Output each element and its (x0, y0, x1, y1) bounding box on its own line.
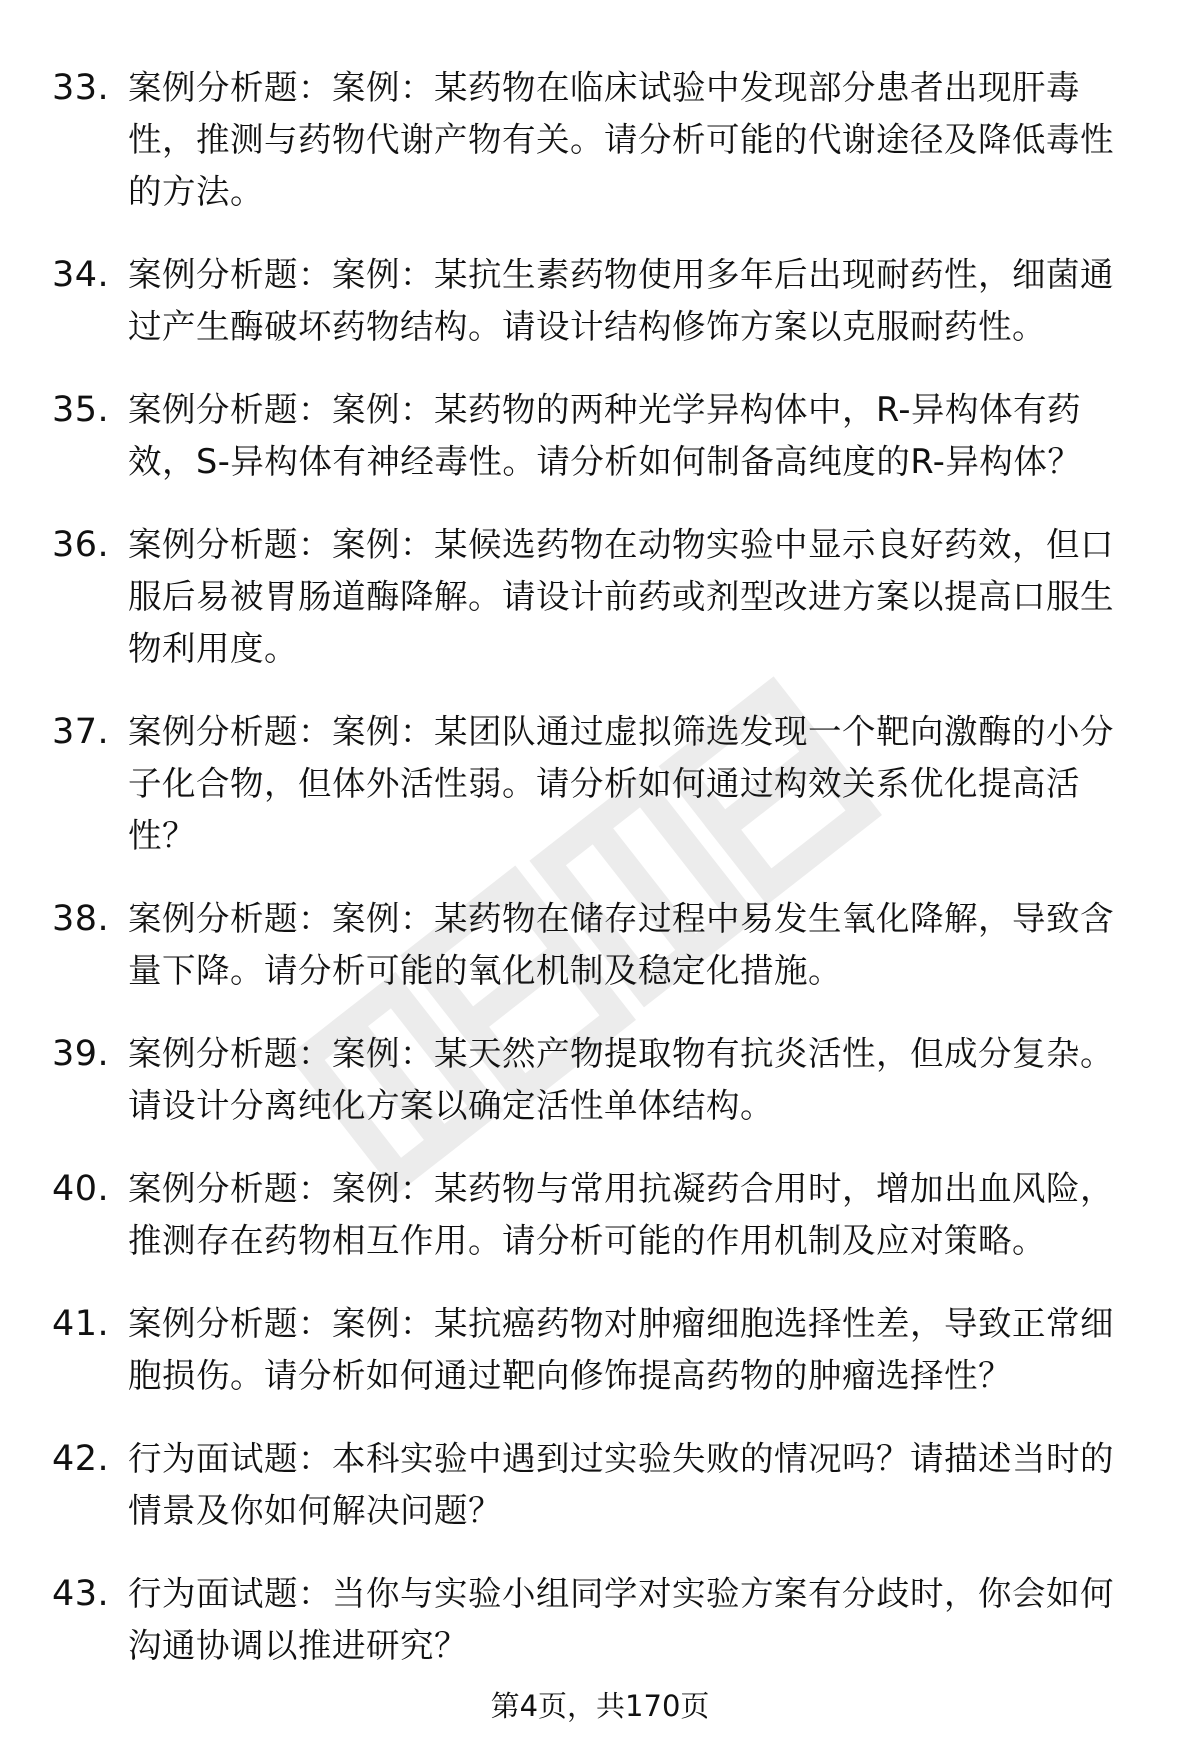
question-text: 案例分析题：案例：某天然产物提取物有抗炎活性，但成分复杂。请设计分离纯化方案以确定活性单体结构。 (128, 1034, 1114, 1125)
question-number: 36. (52, 525, 110, 565)
question-number: 39. (52, 1034, 110, 1074)
question-number: 33. (52, 68, 110, 108)
question-text: 案例分析题：案例：某药物的两种光学异构体中，R-异构体有药效，S-异构体有神经毒性。请分析如何制备高纯度的R-异构体？ (128, 390, 1082, 481)
question-text: 行为面试题：本科实验中遇到过实验失败的情况吗？请描述当时的情景及你如何解决问题？ (128, 1439, 1114, 1530)
question-item (0, 706, 1200, 862)
question-item (0, 1433, 1200, 1537)
question-text: 案例分析题：案例：某药物在临床试验中发现部分患者出现肝毒性，推测与药物代谢产物有关。请分析可能的代谢途径及降低毒性的方法。 (128, 68, 1114, 211)
question-number: 34. (52, 255, 110, 295)
question-item (0, 249, 1200, 353)
question-text: 案例分析题：案例：某药物在储存过程中易发生氧化降解，导致含量下降。请分析可能的氧化机制及稳定化措施。 (128, 899, 1114, 990)
question-item (0, 1028, 1200, 1132)
question-text: 案例分析题：案例：某药物与常用抗凝药合用时，增加出血风险，推测存在药物相互作用。请分析可能的作用机制及应对策略。 (128, 1169, 1114, 1260)
page-footer: 第4页，共170页 (490, 1689, 710, 1723)
question-item (0, 893, 1200, 997)
question-number: 38. (52, 899, 110, 939)
question-item (0, 62, 1200, 218)
question-item (0, 1298, 1200, 1402)
question-text: 案例分析题：案例：某抗生素药物使用多年后出现耐药性，细菌通过产生酶破坏药物结构。请设计结构修饰方案以克服耐药性。 (128, 255, 1114, 346)
question-number: 40. (52, 1169, 110, 1209)
question-text: 行为面试题：当你与实验小组同学对实验方案有分歧时，你会如何沟通协调以推进研究？ (128, 1574, 1114, 1665)
question-number: 42. (52, 1439, 110, 1479)
question-list (0, 62, 1200, 1703)
question-text: 案例分析题：案例：某候选药物在动物实验中显示良好药效，但口服后易被胃肠道酶降解。请设计前药或剂型改进方案以提高口服生物利用度。 (128, 525, 1114, 668)
question-number: 41. (52, 1304, 110, 1344)
question-number: 37. (52, 712, 110, 752)
question-item (0, 519, 1200, 675)
question-number: 35. (52, 390, 110, 430)
question-number: 43. (52, 1574, 110, 1614)
question-item (0, 384, 1200, 488)
question-item (0, 1568, 1200, 1672)
question-text: 案例分析题：案例：某团队通过虚拟筛选发现一个靶向激酶的小分子化合物，但体外活性弱。请分析如何通过构效关系优化提高活性？ (128, 712, 1114, 855)
question-text: 案例分析题：案例：某抗癌药物对肿瘤细胞选择性差，导致正常细胞损伤。请分析如何通过靶向修饰提高药物的肿瘤选择性？ (128, 1304, 1114, 1395)
question-item (0, 1163, 1200, 1267)
